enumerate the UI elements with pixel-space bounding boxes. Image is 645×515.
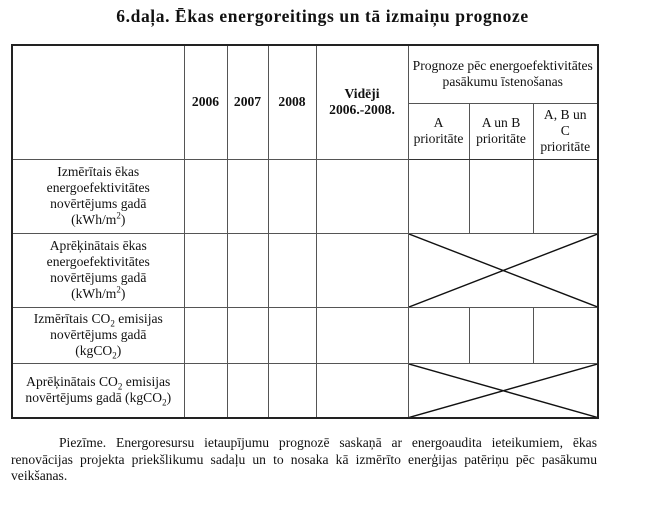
table-row [12, 159, 598, 233]
forecast-cell-ab[interactable] [469, 159, 533, 233]
header-average-line2: 2006.-2008. [329, 102, 395, 118]
forecast-cell-abc[interactable] [533, 307, 598, 363]
unit-superscript: 2 [116, 210, 121, 221]
row-label-text-cont: emisijas novērtējums gadā (kgCO [25, 374, 171, 406]
row-label-text-cont: emisijas novērtējums gadā [50, 311, 163, 342]
unit-suffix: ) [120, 286, 126, 301]
forecast-ab-line2: prioritāte [476, 131, 526, 146]
co2-subscript: 2 [112, 350, 117, 361]
header-year-2007: 2007 [227, 45, 268, 159]
table-row [12, 363, 598, 418]
forecast-ab-line1: A un B [481, 115, 521, 130]
row-label-measured-energy [12, 159, 184, 233]
header-average-line1: Vidēji [344, 86, 380, 102]
co2-subscript: 2 [117, 381, 123, 392]
forecast-a-line2: prioritāte [413, 131, 464, 146]
row-label-unit: (kgCO [75, 343, 113, 358]
row-label-unit: (kWh/m [71, 286, 117, 301]
value-cell-2008[interactable] [268, 363, 316, 418]
value-cell-2006[interactable] [184, 159, 227, 233]
section-title: 6.daļa. Ēkas energoreitings un tā izmaiņu prognoze [116, 6, 529, 26]
header-forecast-ab [469, 103, 533, 159]
cross-out-icon [409, 234, 598, 307]
forecast-abc-line3: prioritāte [540, 139, 591, 154]
forecast-a-line1: A [433, 115, 444, 130]
value-cell-average[interactable] [316, 159, 408, 233]
value-cell-2008[interactable] [268, 233, 316, 307]
row-label-unit: (kWh/m [71, 212, 117, 227]
row-label-calculated-energy [12, 233, 184, 307]
row-label-text: Izmērītais ēkas energoefektivitātes novērtējums gadā [46, 164, 150, 211]
header-average [316, 45, 408, 159]
forecast-cell-abc[interactable] [533, 159, 598, 233]
unit-superscript: 2 [116, 284, 121, 295]
row-label-measured-co2 [12, 307, 184, 363]
header-forecast-abc [533, 103, 598, 159]
header-year-2006: 2006 [184, 45, 227, 159]
energy-rating-table [11, 44, 599, 419]
value-cell-average[interactable] [316, 363, 408, 418]
forecast-cell-ab[interactable] [469, 307, 533, 363]
row-label-calculated-co2 [12, 363, 184, 418]
row-label-text: Aprēķinātais ēkas energoefektivitātes novērtējums gadā [46, 238, 150, 285]
header-forecast-a [408, 103, 469, 159]
header-forecast-group: Prognoze pēc energoefektivitātes pasākumu īstenošanas [408, 45, 598, 103]
value-cell-average[interactable] [316, 233, 408, 307]
value-cell-average[interactable] [316, 307, 408, 363]
co2-subscript: 2 [162, 397, 167, 408]
unit-suffix: ) [120, 212, 126, 227]
table-row [12, 307, 598, 363]
value-cell-2006[interactable] [184, 233, 227, 307]
forecast-cell-a[interactable] [408, 159, 469, 233]
value-cell-2006[interactable] [184, 307, 227, 363]
forecast-abc-line2: C [560, 123, 570, 138]
unit-suffix: ) [116, 343, 122, 358]
value-cell-2007[interactable] [227, 159, 268, 233]
cross-out-icon [409, 364, 598, 418]
header-empty-cell [12, 45, 184, 159]
value-cell-2007[interactable] [227, 363, 268, 418]
footnote: Piezīme. Energoresursu ietaupījumu prognozē saskaņā ar energoaudita ieteikumiem, ēkas renovācijas projekta priekšlikumu sadaļu un to nosaka kā izmērīto enerģijas patēriņu pēc pasākumu veikšanas. [11, 435, 597, 483]
value-cell-2007[interactable] [227, 233, 268, 307]
table-row [12, 233, 598, 307]
forecast-cell-a[interactable] [408, 307, 469, 363]
value-cell-2006[interactable] [184, 363, 227, 418]
row-label-text: Izmērītais CO [33, 311, 111, 326]
value-cell-2008[interactable] [268, 159, 316, 233]
co2-subscript: 2 [110, 318, 115, 329]
crossed-out-forecast-cell [408, 363, 598, 418]
forecast-abc-line1: A, B un [543, 107, 587, 122]
value-cell-2007[interactable] [227, 307, 268, 363]
row-label-text: Aprēķinātais CO [26, 374, 118, 390]
crossed-out-forecast-cell [408, 233, 598, 307]
value-cell-2008[interactable] [268, 307, 316, 363]
unit-suffix: ) [166, 390, 172, 406]
header-year-2008: 2008 [268, 45, 316, 159]
